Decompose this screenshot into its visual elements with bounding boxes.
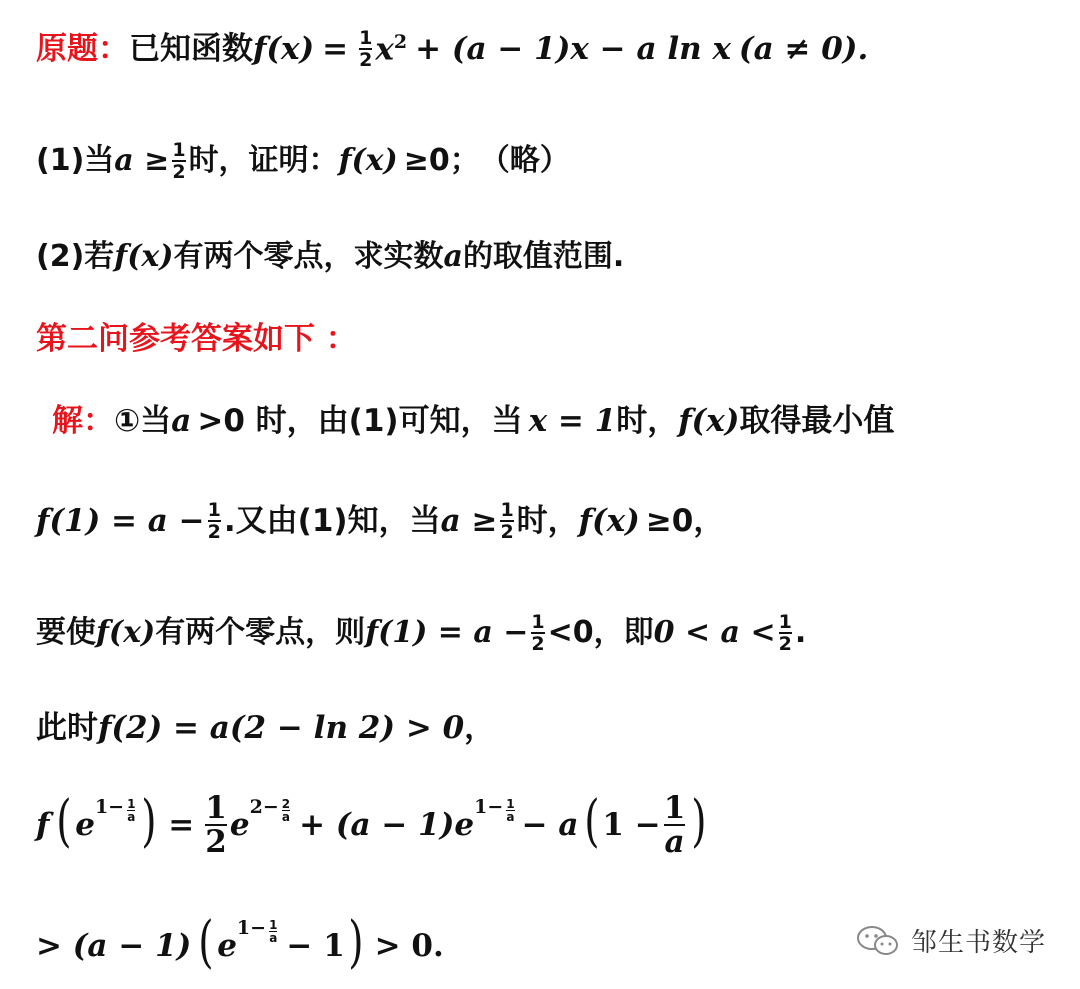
- s2-frac: $\frac{1}{2}$: [207, 499, 221, 543]
- s3-ineq: 0 < a <: [653, 615, 776, 650]
- solution-label: 解：: [52, 403, 114, 439]
- solution-line-2: [36, 500, 724, 542]
- q1-condition: a ≥: [114, 143, 170, 178]
- question-1: [36, 140, 570, 182]
- s2-fx: f(x): [578, 502, 640, 539]
- s1-t4: 取得最小值: [739, 403, 895, 439]
- s2-f1: f(1) = a −: [36, 502, 205, 539]
- s5-tail: − a: [521, 806, 579, 843]
- q2-text2: 的取值范围.: [462, 239, 625, 274]
- s5-exp3: 1− $\frac{1}{a}$: [474, 795, 515, 824]
- q1-fx: f(x): [338, 143, 398, 178]
- s6-gt: > (a − 1): [36, 927, 192, 964]
- s6-exp: 1− $\frac{1}{a}$: [236, 916, 278, 945]
- watermark: [855, 922, 1046, 959]
- q1-prefix: (1)当: [36, 143, 115, 178]
- s2-frac2: $\frac{1}{2}$: [500, 499, 514, 543]
- s1-t1: ①当: [114, 403, 172, 439]
- q2-prefix: (2)若: [36, 239, 115, 274]
- s2-t1: .又由(1)知，当: [223, 502, 441, 539]
- s5-eq: =: [168, 806, 195, 843]
- right-paren-3: ): [348, 910, 364, 975]
- s4-expr: f(2) = a(2 − ln 2) > 0: [98, 710, 465, 746]
- s3-fx: f(x): [96, 615, 156, 650]
- s6-e: e: [217, 927, 237, 964]
- equals-sign: =: [322, 30, 349, 67]
- q2-fx: f(x): [114, 239, 174, 274]
- s5-exp2: 2− $\frac{2}{a}$: [249, 795, 291, 824]
- wechat-icon: [855, 924, 901, 958]
- s1-t2: >0 时，由(1)可知，当: [197, 403, 523, 439]
- problem-label: 原题：: [36, 30, 129, 67]
- half-fraction: $\frac{1}{2}$: [359, 27, 373, 71]
- right-paren: ): [141, 789, 158, 854]
- s5-half: $\frac{1}{2}$: [205, 790, 227, 860]
- answer-heading: 第二问参考答案如下 ：: [36, 321, 357, 357]
- s1-fx: f(x): [678, 403, 740, 439]
- s2-cond: a ≥: [440, 502, 498, 539]
- solution-line-5: [36, 789, 710, 860]
- watermark-text: 邹生书数学: [911, 928, 1047, 958]
- problem-intro: 已知函数: [129, 30, 253, 67]
- solution-line-1: [52, 403, 895, 439]
- s5-e2: e: [229, 806, 250, 843]
- function-lhs: f(x): [253, 30, 315, 67]
- s1-x1: x = 1: [528, 403, 617, 439]
- x-squared: $x^2$: [375, 30, 408, 68]
- q1-text: 时，证明：: [188, 143, 339, 178]
- s5-f: f: [36, 806, 50, 843]
- s2-t2: 时，: [516, 502, 579, 539]
- solution-line-6: [36, 910, 444, 975]
- solution-line-4: [36, 710, 496, 746]
- s3-f1: f(1) = a −: [365, 615, 529, 650]
- q1-rel: ≥0；: [403, 143, 480, 178]
- s5-exp1: 1− $\frac{1}{a}$: [94, 795, 136, 824]
- condition: (a ≠ 0).: [738, 30, 869, 67]
- s5-one-minus: 1 −: [602, 806, 661, 843]
- s5-mid: + (a − 1)e: [299, 806, 475, 843]
- left-paren: (: [56, 789, 72, 854]
- left-paren-3: (: [198, 910, 214, 975]
- left-paren-2: (: [583, 789, 600, 854]
- right-paren-2: ): [691, 789, 707, 854]
- s3-t2: 有两个零点，则: [155, 615, 366, 650]
- s5-e: e: [75, 806, 95, 843]
- s3-t4: .: [794, 615, 807, 650]
- s4-t1: 此时: [36, 710, 98, 746]
- s2-t3: ≥0，: [645, 502, 725, 539]
- s6-end: > 0.: [374, 927, 444, 964]
- s1-a: a: [171, 403, 192, 439]
- s1-t3: 时，: [616, 403, 679, 439]
- q2-text1: 有两个零点，求实数: [173, 239, 444, 274]
- function-rest: + (a − 1)x − a ln x: [415, 30, 731, 67]
- q1-note: （略）: [479, 143, 570, 178]
- s3-t1: 要使: [36, 615, 96, 650]
- s3-frac2: $\frac{1}{2}$: [778, 611, 792, 655]
- s3-t3: <0，即: [547, 615, 654, 650]
- s4-t2: ，: [464, 710, 496, 746]
- q2-var: a: [443, 239, 463, 274]
- s6-minus1: − 1: [286, 927, 345, 964]
- s3-frac: $\frac{1}{2}$: [531, 611, 545, 655]
- solution-line-3: [36, 612, 806, 654]
- q1-fraction: $\frac{1}{2}$: [172, 139, 186, 183]
- question-2: [36, 239, 625, 274]
- s5-last-frac: $\frac{1}{a}$: [663, 790, 686, 860]
- problem-statement: [36, 28, 868, 70]
